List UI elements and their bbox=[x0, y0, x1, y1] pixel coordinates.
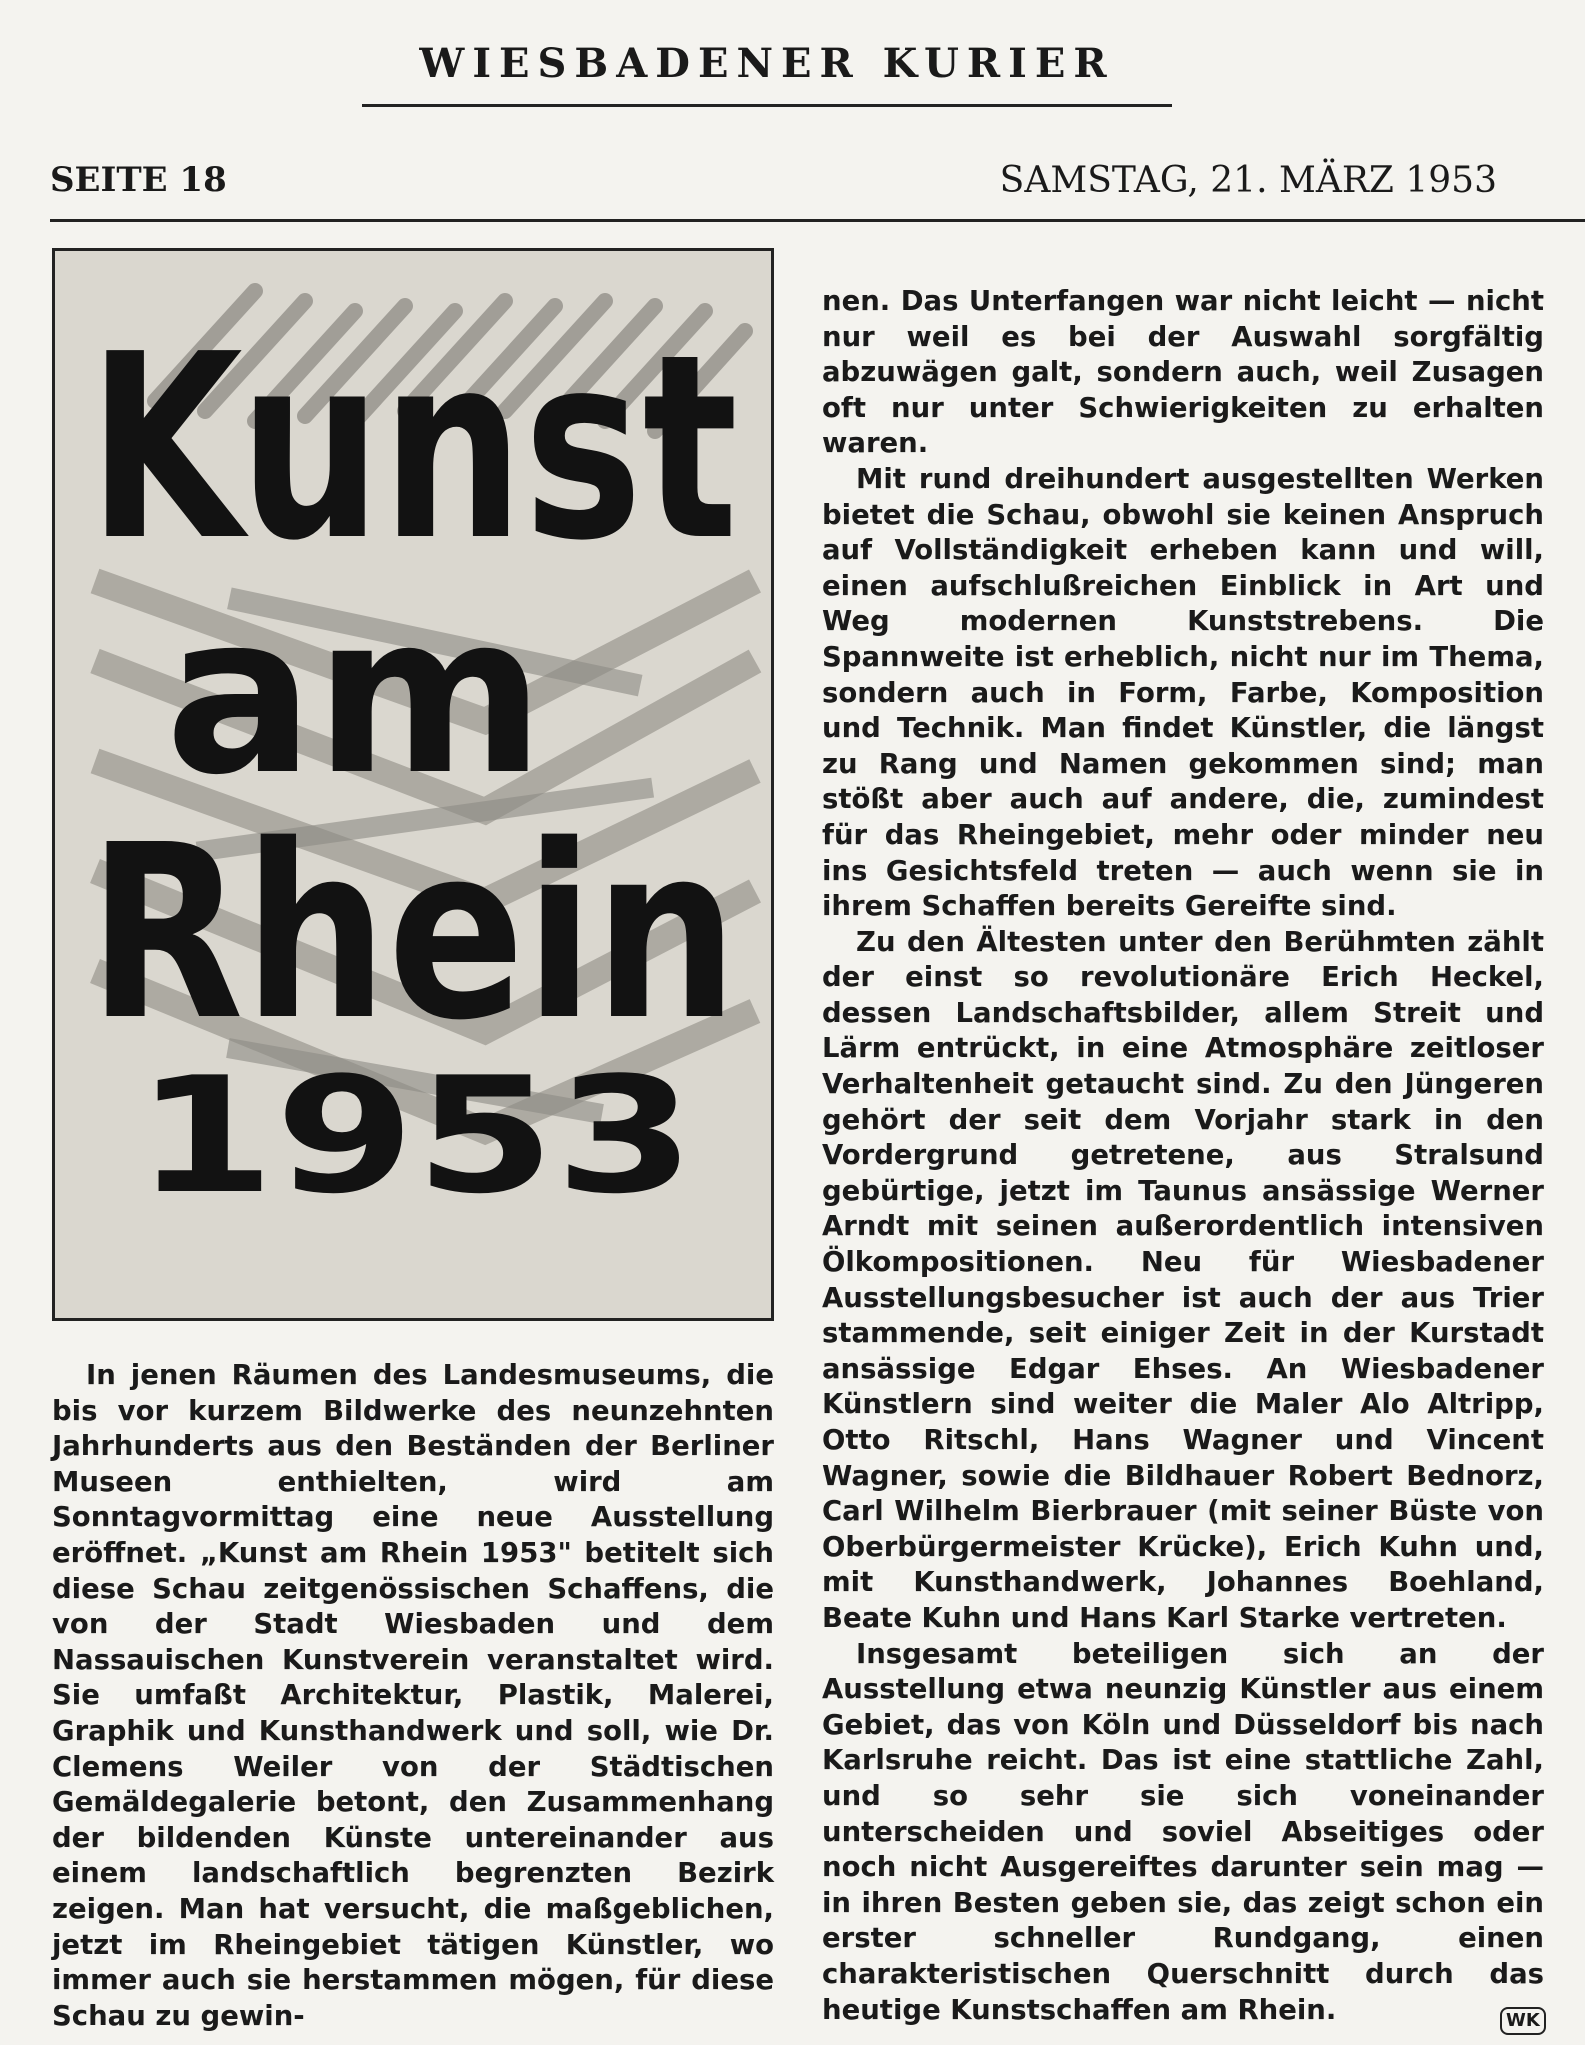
article-paragraph: Insgesamt beteiligen sich an der Ausstellung etwa neunzig Künstler aus einem Gebiet, das von Köln und Düsseldorf bis nach Karlsruhe reicht. Das ist eine stattliche Zahl, und so sehr sie sich voneinander unterscheiden und soviel Abseitiges oder noch nicht Ausgereiftes darunter sein mag — in ihren Besten geben sie, das zeigt schon ein erster schneller Rundgang, einen charakteristischen Querschnitt durch das heutige Kunstschaffen am Rhein. bbox=[822, 1637, 1544, 2026]
poster-artwork bbox=[55, 251, 771, 1318]
masthead-rule bbox=[362, 104, 1172, 107]
article-paragraph: In jenen Räumen des Landesmuseums, die bis vor kurzem Bildwerke des neunzehnten Jahrhunderts aus den Beständen der Berliner Museen enthielten, wird am Sonntagvormittag eine neue Ausstellung eröffnet. „Kunst am Rhein 1953" betitelt sich diese Schau zeitgenössischen Schaffens, die von der Stadt Wiesbaden und dem Nassauischen Kunstverein veranstaltet wird. Sie umfaßt Architektur, Plastik, Malerei, Graphik und Kunsthandwerk und soll, wie Dr. Clemens Weiler von der Städtischen Gemäldegalerie betont, den Zusammenhang der bildenden Künste untereinander aus einem landschaftlich begrenzten Bezirk zeigen. Man hat versucht, die maßgeblichen, jetzt im Rheingebiet tätigen Künstler, wo immer auch sie herstammen mögen, für diese Schau zu gewin- bbox=[52, 1359, 774, 2032]
article-paragraph: Zu den Ältesten unter den Berühmten zählt der einst so revolutionäre Erich Heckel, dessen Landschaftsbilder, allem Streit und Lärm entrückt, in eine Atmosphäre zeitloser Verhaltenheit getaucht sind. Zu den Jüngeren gehört der seit dem Vorjahr stark in den Vordergrund getretene, aus Stralsund gebürtige, jetzt im Taunus ansässige Werner Arndt mit seinen außerordentlich intensiven Ölkompositionen. Neu für Wiesbadener Ausstellungsbesucher ist auch der aus Trier stammende, seit einiger Zeit in der Kurstadt ansässige Edgar Ehses. An Wiesbadener Künstlern sind weiter die Maler Alo Altripp, Otto Ritschl, Hans Wagner und Vincent Wagner, sowie die Bildhauer Robert Bednorz, Carl Wilhelm Bierbrauer (mit seiner Büste von Oberbürgermeister Krücke), Erich Kuhn und, mit Kunsthandwerk, Johannes Boehland, Beate Kuhn und Hans Karl Starke vertreten. bbox=[822, 925, 1544, 1634]
poster-image bbox=[52, 248, 774, 1321]
article-left-column bbox=[52, 1358, 774, 2034]
header-rule bbox=[50, 219, 1585, 222]
article-paragraph-continuation: nen. Das Unterfangen war nicht leicht — nicht nur weil es bei der Auswahl sorgfältig abzuwägen galt, sondern auch, weil Zusagen oft nur unter Schwierigkeiten zu erhalten waren. bbox=[822, 285, 1544, 460]
masthead: WIESBADENER KURIER bbox=[419, 40, 1115, 87]
page-number: SEITE 18 bbox=[50, 160, 227, 200]
poster-text-am: am bbox=[165, 567, 545, 823]
article-right-column bbox=[822, 284, 1544, 2028]
poster-text-year: 1953 bbox=[135, 1042, 695, 1229]
issue-date: SAMSTAG, 21. MÄRZ 1953 bbox=[999, 160, 1497, 201]
poster-text-kunst: Kunst bbox=[88, 300, 738, 597]
article-paragraph: Mit rund dreihundert ausgestellten Werken bietet die Schau, obwohl sie keinen Anspruch auf Vollständigkeit erheben kann und will, einen aufschlußreichen Einblick in Art und Weg modernen Kunststrebens. Die Spannweite ist erheblich, nicht nur im Thema, sondern auch in Form, Farbe, Komposition und Technik. Man findet Künstler, die längst zu Rang und Namen gekommen sind; man stößt aber auch auf andere, die, zumindest für das Rheingebiet, mehr oder minder neu ins Gesichtsfeld treten — auch wenn sie in ihrem Schaffen bereits Gereifte sind. bbox=[822, 462, 1544, 923]
poster-text-rhein: Rhein bbox=[88, 793, 738, 1073]
author-monogram: WK bbox=[1500, 2007, 1546, 2035]
